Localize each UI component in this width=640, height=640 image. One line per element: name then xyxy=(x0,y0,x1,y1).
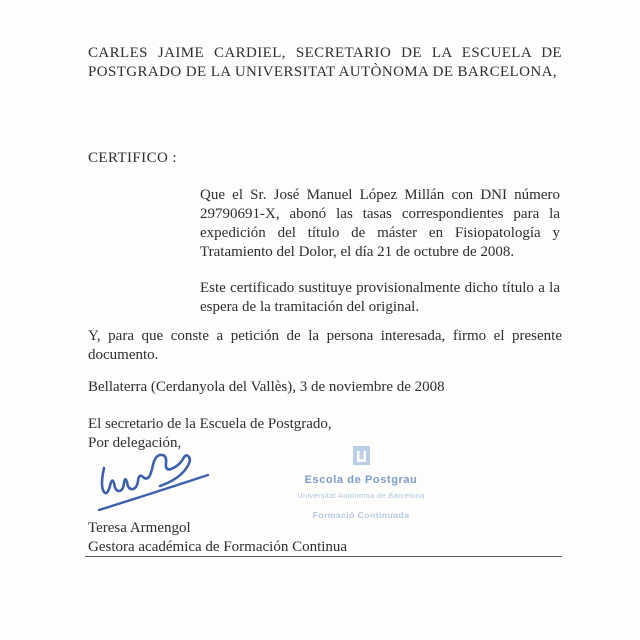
closing-statement: Y, para que conste a petición de la persona interesada, firmo el presente documento. xyxy=(88,328,562,363)
signer-name: Teresa Armengol xyxy=(88,520,191,536)
stamp-org-name: Escola de Postgrau xyxy=(304,474,418,486)
certificate-body-paragraph-1: Que el Sr. José Manuel López Millán con DNI número 29790691-X, abonó las tasas correspondientes para la expedición del título de máster en Fisiopatología y Tratamiento del Dolor, el día 21 de octubre de 2008. xyxy=(200,187,560,260)
handwritten-signature-icon xyxy=(92,446,224,522)
uab-logo-icon xyxy=(353,446,370,465)
stamp-university-name: Universitat Autònoma de Barcelona xyxy=(297,491,425,500)
certificate-issuer-heading: CARLES JAIME CARDIEL, SECRETARIO DE LA ESCUELA DE POSTGRADO DE LA UNIVERSITAT AUTÒNOMA DE BARCELONA, xyxy=(88,45,562,80)
certify-label: CERTIFICO : xyxy=(88,150,177,166)
signature-intro-line-2: Por delegación, xyxy=(88,435,182,451)
signer-role: Gestora académica de Formación Continua xyxy=(88,538,348,555)
institutional-stamp xyxy=(276,446,446,520)
signature-intro-line-1: El secretario de la Escuela de Postgrado, xyxy=(88,416,332,432)
bottom-divider-line xyxy=(85,556,562,557)
signer-block xyxy=(88,519,347,556)
place-and-date-line: Bellaterra (Cerdanyola del Vallès), 3 de noviembre de 2008 xyxy=(88,379,445,395)
certificate-body-paragraph-2: Este certificado sustituye provisionalmente dicho título a la espera de la tramitación del original. xyxy=(200,280,560,315)
stamp-unit-name: Formació Continuada xyxy=(312,510,410,520)
